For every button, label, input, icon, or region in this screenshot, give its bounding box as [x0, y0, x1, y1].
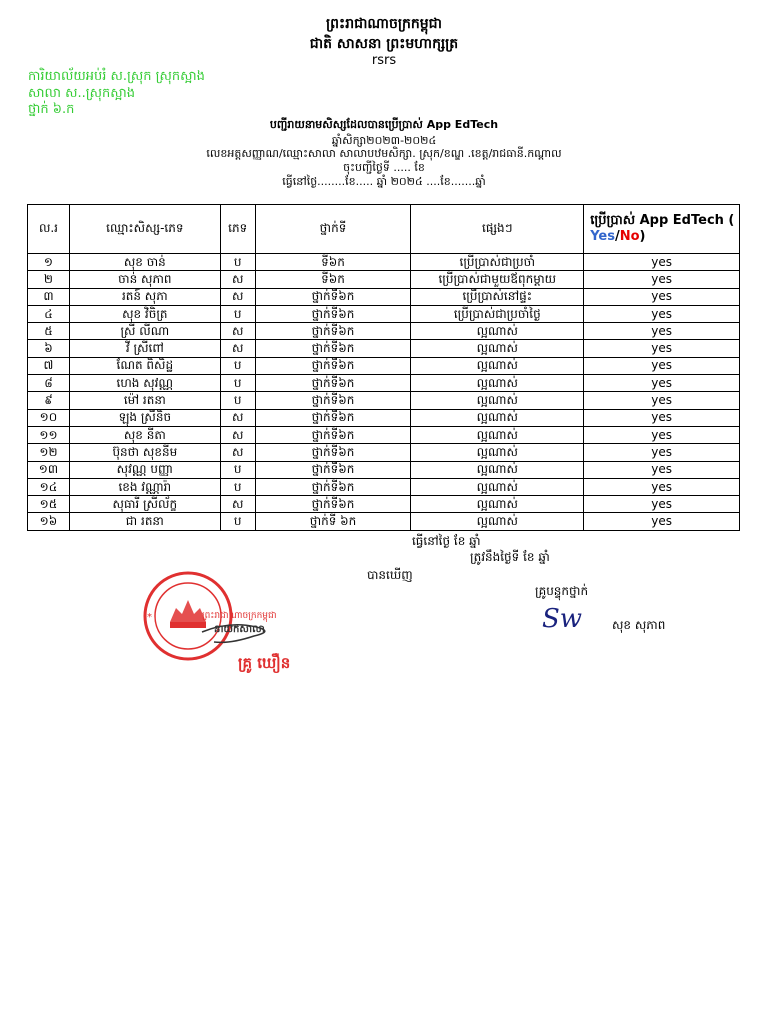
cell-sex: ស	[220, 496, 255, 513]
cell-grade: ថ្នាក់ទី៦ក	[255, 288, 411, 305]
cell-note: ល្អណាស់	[411, 496, 584, 513]
cell-no: ៣	[28, 288, 70, 305]
cell-no: ៩	[28, 392, 70, 409]
cell-no: ១៥	[28, 496, 70, 513]
table-row	[28, 340, 740, 357]
cell-sex: ប	[220, 461, 255, 478]
intro-school-line: លេខអត្តសញ្ញាណ/ឈ្មោះសាលា សាលាបឋមសិក្សា. ស្រុក/ខណ្ឌ .ខេត្ត/រាជធានី.កណ្តាល	[206, 147, 562, 160]
cell-note: ល្អណាស់	[411, 357, 584, 374]
header-no: ល.រ	[28, 205, 70, 254]
cell-name: ហេង សុវណ្ណ	[69, 375, 220, 392]
cell-sex: ប	[220, 305, 255, 322]
cell-sex: ស	[220, 323, 255, 340]
header-name: ឈ្មោះសិស្ស-ភេទ	[69, 205, 220, 254]
cell-no: ៧	[28, 357, 70, 374]
cell-name: ខេង វណ្ណារ៉ា	[69, 478, 220, 495]
cell-note: ប្រើប្រាស់ជាប្រចាំថ្ងៃ	[411, 305, 584, 322]
stamp-text: ព្រះរាជាណាចក្រកម្ពុជា	[202, 611, 277, 621]
cell-note: ប្រើប្រាស់នៅផ្ទះ	[411, 288, 584, 305]
cell-name: សុធារី ស្រីល័ក្ខ	[69, 496, 220, 513]
cell-no: ៤	[28, 305, 70, 322]
cell-note: ល្អណាស់	[411, 392, 584, 409]
school-info-office: ការិយាល័យអប់រំ ស.ស្រុក ស្រុកស្អាង	[28, 69, 205, 84]
cell-name: ជា រតនា	[69, 513, 220, 530]
teacher-name: សុខ សុភាព	[612, 618, 666, 632]
cell-grade: ថ្នាក់ទី៦ក	[255, 496, 411, 513]
footer-seen-label: បានឃើញ	[367, 568, 413, 582]
cell-note: ល្អណាស់	[411, 444, 584, 461]
cell-grade: ថ្នាក់ទី៦ក	[255, 357, 411, 374]
cell-grade: ថ្នាក់ទី ៦ក	[255, 513, 411, 530]
kingdom-title: ព្រះរាជាណាចក្រកម្ពុជា	[325, 16, 442, 32]
cell-note: ល្អណាស់	[411, 513, 584, 530]
cell-grade: ទី៦ក	[255, 254, 411, 271]
document-subtitle: rsrs	[371, 53, 397, 68]
cell-sex: ស	[220, 426, 255, 443]
cell-app-usage: yes	[584, 323, 740, 340]
cell-name: ស្រី លីណា	[69, 323, 220, 340]
cell-app-usage: yes	[584, 271, 740, 288]
cell-sex: ប	[220, 478, 255, 495]
header-no-label: No	[619, 229, 640, 244]
cell-app-usage: yes	[584, 305, 740, 322]
cell-name: សុវណ្ណ បញ្ញា	[69, 461, 220, 478]
cell-name: ប៊ុនថា សុខនីម	[69, 444, 220, 461]
cell-no: ៦	[28, 340, 70, 357]
cell-sex: ប	[220, 513, 255, 530]
cell-sex: ស	[220, 340, 255, 357]
cell-note: ល្អណាស់	[411, 375, 584, 392]
cell-no: ១៣	[28, 461, 70, 478]
cell-sex: ស	[220, 409, 255, 426]
table-row	[28, 375, 740, 392]
cell-name: វី ស្រីពៅ	[69, 340, 220, 357]
header-grade: ថ្នាក់ទី	[255, 205, 411, 254]
cell-no: ១៤	[28, 478, 70, 495]
cell-note: ប្រើប្រាស់ជាប្រចាំ	[411, 254, 584, 271]
table-row	[28, 426, 740, 443]
cell-grade: ថ្នាក់ទី៦ក	[255, 478, 411, 495]
cell-no: ១	[28, 254, 70, 271]
cell-grade: ថ្នាក់ទី៦ក	[255, 323, 411, 340]
table-row	[28, 409, 740, 426]
cell-grade: ថ្នាក់ទី៦ក	[255, 392, 411, 409]
stamp-signature-name: គ្រូ ឃឿន	[238, 654, 291, 672]
cell-note: ល្អណាស់	[411, 323, 584, 340]
table-row	[28, 461, 740, 478]
svg-text:*: *	[147, 612, 152, 623]
cell-name: ណែត ពិសិដ្ឋ	[69, 357, 220, 374]
cell-name: ឡុង ស្រីនិច	[69, 409, 220, 426]
cell-note: ល្អណាស់	[411, 426, 584, 443]
cell-note: ប្រើប្រាស់ជាមួយឪពុកម្តាយ	[411, 271, 584, 288]
intro-register-line: ចុះបញ្ជីថ្ងៃទី ..... ខែ	[343, 161, 425, 174]
cell-grade: ថ្នាក់ទី៦ក	[255, 444, 411, 461]
cell-name: ចាន់ សុភាព	[69, 271, 220, 288]
table-row	[28, 444, 740, 461]
header-app-usage	[584, 205, 740, 254]
footer-teacher-label: គ្រូបន្ទុកថ្នាក់	[535, 584, 589, 598]
header-slash: /	[614, 229, 620, 244]
header-sex: ភេទ	[220, 205, 255, 254]
cell-no: ១៦	[28, 513, 70, 530]
footer-date-line1: ធ្វើនៅថ្ងៃ ខែ ឆ្នាំ	[412, 534, 481, 548]
cell-app-usage: yes	[584, 426, 740, 443]
cell-app-usage: yes	[584, 254, 740, 271]
cell-app-usage: yes	[584, 513, 740, 530]
table-row	[28, 357, 740, 374]
table-row	[28, 288, 740, 305]
cell-no: ២	[28, 271, 70, 288]
teacher-signature: Sw	[542, 604, 583, 634]
footer-date-line2: ត្រូវនឹងថ្ងៃទី ខែ ឆ្នាំ	[470, 550, 550, 564]
intro-title: បញ្ជីរាយនាមសិស្សដែលបានប្រើប្រាស់ App EdTech	[269, 118, 499, 131]
cell-app-usage: yes	[584, 288, 740, 305]
table-row	[28, 323, 740, 340]
cell-app-usage: yes	[584, 496, 740, 513]
cell-grade: ថ្នាក់ទី៦ក	[255, 305, 411, 322]
cell-grade: ថ្នាក់ទី៦ក	[255, 461, 411, 478]
header-note: ផ្សេងៗ	[411, 205, 584, 254]
cell-app-usage: yes	[584, 444, 740, 461]
cell-app-usage: yes	[584, 409, 740, 426]
cell-sex: ប	[220, 254, 255, 271]
cell-sex: ប	[220, 357, 255, 374]
cell-grade: ទី៦ក	[255, 271, 411, 288]
header-yes-label: Yes	[590, 229, 615, 244]
table-row	[28, 305, 740, 322]
header-close-paren: )	[639, 229, 646, 244]
stamp-role: នាយកសាលា	[214, 624, 265, 635]
table-row	[28, 271, 740, 288]
cell-grade: ថ្នាក់ទី៦ក	[255, 340, 411, 357]
intro-date-line: ធ្វើនៅថ្ងៃ........ខែ..... ឆ្នាំ ២០២៤ ....ខែ.......ឆ្នាំ	[282, 175, 486, 188]
cell-note: ល្អណាស់	[411, 340, 584, 357]
cell-grade: ថ្នាក់ទី៦ក	[255, 375, 411, 392]
cell-app-usage: yes	[584, 461, 740, 478]
school-info-school: សាលា ស..ស្រុកស្អាង	[28, 86, 136, 101]
cell-sex: ស	[220, 271, 255, 288]
cell-sex: ស	[220, 444, 255, 461]
cell-no: ១១	[28, 426, 70, 443]
cell-name: សុខ ចាន់	[69, 254, 220, 271]
intro-year: ឆ្នាំសិក្សា២០២៣-២០២៤	[331, 134, 437, 147]
table-row	[28, 254, 740, 271]
header-app-label: ប្រើប្រាស់ App EdTech (	[590, 213, 735, 228]
table-header-row	[28, 205, 740, 254]
table-row	[28, 496, 740, 513]
cell-name: រតន៍ សុភា	[69, 288, 220, 305]
cell-grade: ថ្នាក់ទី៦ក	[255, 409, 411, 426]
official-stamp	[142, 570, 342, 680]
cell-sex: ប	[220, 375, 255, 392]
cell-note: ល្អណាស់	[411, 409, 584, 426]
cell-grade: ថ្នាក់ទី៦ក	[255, 426, 411, 443]
nation-motto: ជាតិ សាសនា ព្រះមហាក្សត្រ	[309, 36, 459, 52]
cell-name: ម៉ៅ រតនា	[69, 392, 220, 409]
cell-no: ១២	[28, 444, 70, 461]
cell-no: ៨	[28, 375, 70, 392]
cell-sex: ស	[220, 288, 255, 305]
school-info-class: ថ្នាក់ ៦.ក	[28, 102, 75, 117]
cell-name: សុខ នីតា	[69, 426, 220, 443]
cell-app-usage: yes	[584, 392, 740, 409]
cell-no: ១០	[28, 409, 70, 426]
cell-sex: ប	[220, 392, 255, 409]
cell-note: ល្អណាស់	[411, 461, 584, 478]
cell-note: ល្អណាស់	[411, 478, 584, 495]
student-table	[27, 204, 740, 531]
cell-app-usage: yes	[584, 375, 740, 392]
cell-app-usage: yes	[584, 357, 740, 374]
cell-no: ៥	[28, 323, 70, 340]
cell-app-usage: yes	[584, 340, 740, 357]
cell-name: សុខ វិចិត្រ	[69, 305, 220, 322]
table-row	[28, 392, 740, 409]
table-row	[28, 513, 740, 530]
cell-app-usage: yes	[584, 478, 740, 495]
table-row	[28, 478, 740, 495]
